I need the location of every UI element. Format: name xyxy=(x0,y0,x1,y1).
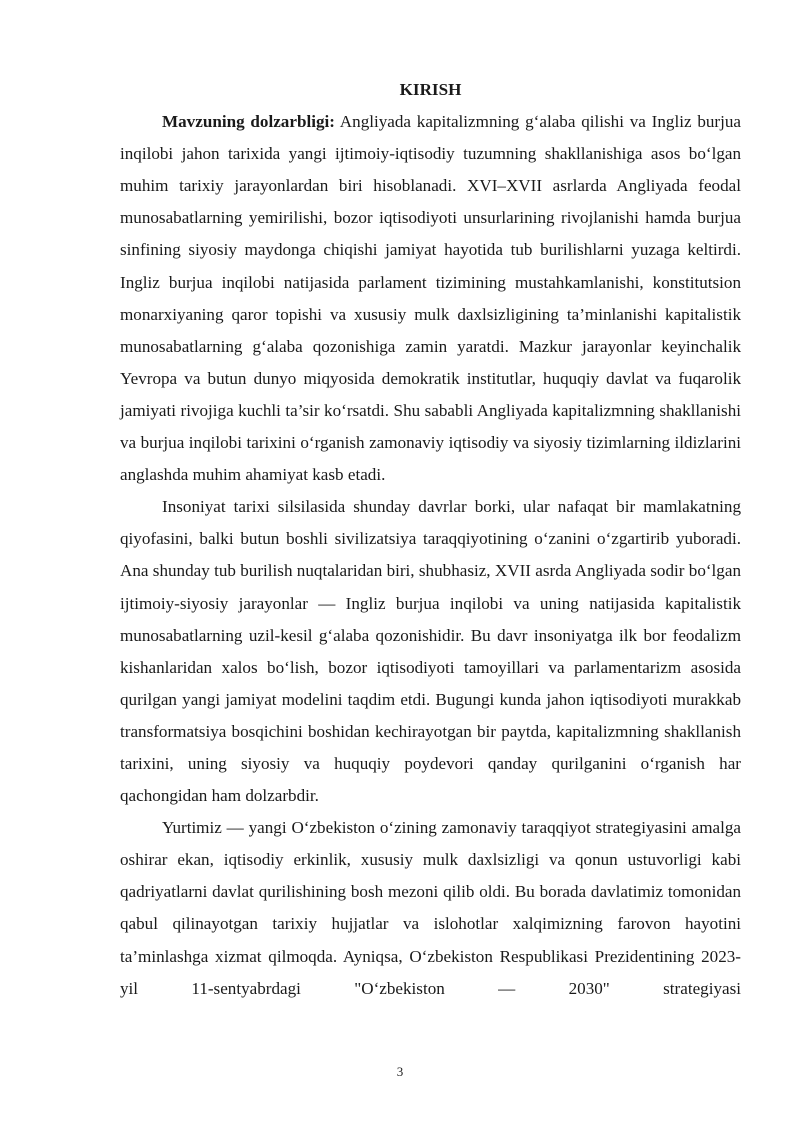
section-heading: KIRISH xyxy=(399,80,462,99)
paragraph-relevance xyxy=(120,106,741,491)
paragraph-history xyxy=(120,491,741,812)
paragraph-text: Insoniyat tarixi silsilasida shunday davrlar borki, ular nafaqat bir mamlakatning qiyofasini, balki butun boshli sivilizatsiya taraqqiyotining o‘zanini o‘zgartirib yuboradi. Ana shunday tub burilish nuqtalaridan biri, shubhasiz, XVII asrda Angliyada sodir bo‘lgan ijtimoiy-siyosiy jarayonlar — Ingliz burjua inqilobi va uning natijasida kapitalistik munosabatlarning uzil-kesil g‘alaba qozonishidir. Bu davr insoniyatga ilk bor feodalizm kishanlaridan xalos bo‘lish, bozor iqtisodiyoti tamoyillari va parlamentarizm asosida qurilgan yangi jamiyat modelini taqdim etdi. Bugungi kunda jahon iqtisodiyoti murakkab transformatsiya bosqichini boshidan kechirayotgan bir paytda, kapitalizmning shakllanish tarixini, uning siyosiy va huquqiy poydevori qanday qurilganini o‘rganish har qachongidan ham dolzarbdir. xyxy=(120,497,741,806)
paragraph-lead: Mavzuning dolzarbligi: xyxy=(162,112,335,132)
paragraph-uzbekistan xyxy=(120,812,741,1005)
paragraph-text: Yurtimiz — yangi O‘zbekiston o‘zining zamonaviy taraqqiyot strategiyasini amalga oshirar ekan, iqtisodiy erkinlik, xususiy mulk daxlsizligi va qonun ustuvorligi kabi qadriyatlarni davlat qurilishining bosh mezoni qilib oldi. Bu borada davlatimiz tomonidan qabul qilinayotgan tarixiy hujjatlar va islohotlar xalqimizning farovon hayotini ta’minlashga xizmat qilmoqda. Ayniqsa, O‘zbekiston Respublikasi Prezidentining 2023-yil 11-sentyabrdagi "O‘zbekiston — 2030" strategiyasi xyxy=(120,818,741,998)
paragraph-text: Angliyada kapitalizmning g‘alaba qilishi va Ingliz burjua inqilobi jahon tarixida yangi ijtimoiy-iqtisodiy tuzumning shakllanishiga asos bo‘lgan muhim tarixiy jarayonlardan biri hisoblanadi. XVI–XVII asrlarda Angliyada feodal munosabatlarning yemirilishi, bozor iqtisodiyoti unsurlarining rivojlanishi hamda burjua sinfining siyosiy maydonga chiqishi jamiyat hayotida tub burilishlarni yuzaga keltirdi. Ingliz burjua inqilobi natijasida parlament tizimining mustahkamlanishi, konstitutsion monarxiyaning qaror topishi va xususiy mulk daxlsizligining ta’minlanishi kapitalistik munosabatlarning g‘alaba qozonishiga zamin yaratdi. Mazkur jarayonlar keyinchalik Yevropa va butun dunyo miqyosida demokratik institutlar, huquqiy davlat va fuqarolik jamiyati rivojiga kuchli ta’sir ko‘rsatdi. Shu sababli Angliyada kapitalizmning shakllanishi va burjua inqilobi tarixini o‘rganish zamonaviy iqtisodiy va siyosiy tizimlarning ildizlarini anglashda muhim ahamiyat kasb etadi. xyxy=(120,112,742,485)
page-number: 3 xyxy=(396,1064,404,1079)
document-page xyxy=(120,74,741,1005)
